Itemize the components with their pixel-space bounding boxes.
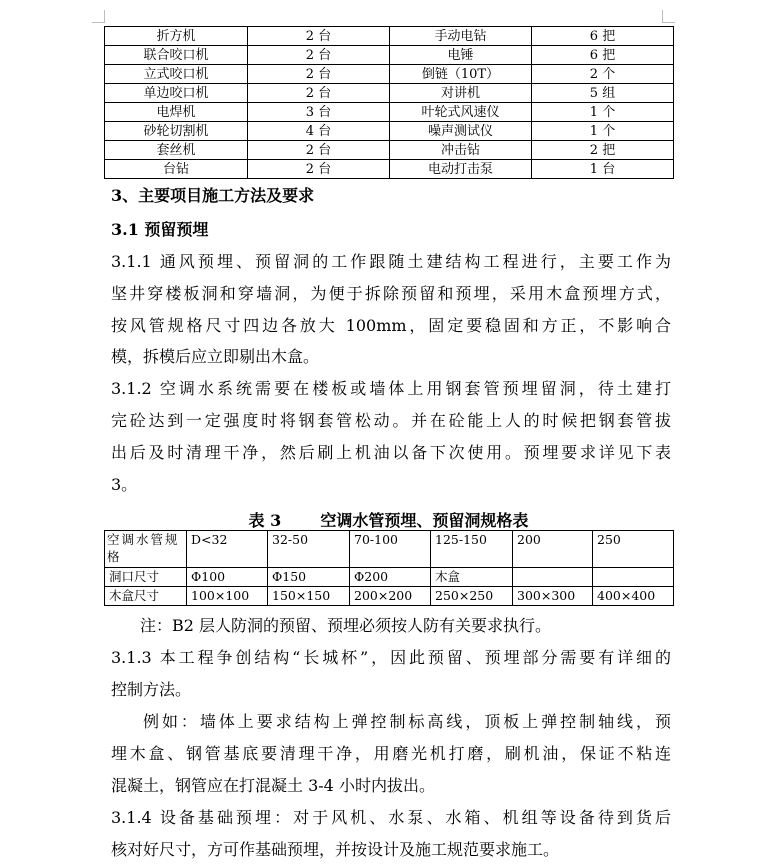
table-cell: 200 — [513, 531, 593, 568]
table-cell: 折方机 — [105, 27, 248, 46]
table-cell: 叶轮式风速仪 — [390, 103, 532, 122]
table-cell: 电锤 — [390, 46, 532, 65]
table-cell: 300×300 — [513, 587, 593, 606]
table-cell: 2 台 — [248, 65, 390, 84]
table-cell: 100×100 — [187, 587, 268, 606]
table-cell: 2 台 — [248, 141, 390, 160]
table-cell: 125-150 — [431, 531, 513, 568]
table-cell: 木盒 — [431, 568, 513, 587]
subsection-heading: 3.1 预留预埋 — [111, 220, 209, 239]
table-cell: 2 个 — [532, 65, 674, 84]
table-row — [105, 141, 674, 160]
table-row — [105, 568, 674, 587]
table-cell: 噪声测试仪 — [390, 122, 532, 141]
table-cell: 联合咬口机 — [105, 46, 248, 65]
table-caption-number: 表 3 — [248, 511, 282, 530]
table-cell: 250 — [593, 531, 674, 568]
table-caption-title: 空调水管预埋、预留洞规格表 — [320, 511, 529, 530]
paragraph-line: 完砼达到一定强度时将钢套管松动。并在砼能上人的时候把钢套管拔 — [111, 411, 671, 430]
table-cell: 单边咬口机 — [105, 84, 248, 103]
spec-table — [104, 530, 674, 606]
table-cell — [593, 568, 674, 587]
paragraph-line: 埋木盒、钢管基底要清理干净，用磨光机打磨，刷机油，保证不粘连 — [111, 744, 671, 763]
equipment-table — [104, 26, 674, 179]
note-text: 注：B2 层人防洞的预留、预埋必须按人防有关要求执行。 — [140, 616, 552, 635]
paragraph-line: 出后及时清理干净，然后刷上机油以备下次使用。预埋要求详见下表 — [111, 443, 671, 462]
paragraph-line: 3.1.2 空调水系统需要在楼板或墙体上用钢套管预埋留洞，待土建打 — [111, 379, 671, 398]
table-cell: 2 台 — [248, 46, 390, 65]
paragraph-line: 3.1.4 设备基础预埋：对于风机、水泵、水箱、机组等设备待到货后 — [111, 808, 671, 827]
table-cell: 1 个 — [532, 122, 674, 141]
table-cell: 4 台 — [248, 122, 390, 141]
paragraph-line: 例如：墙体上要求结构上弹控制标高线，顶板上弹控制轴线，预 — [143, 712, 671, 731]
paragraph-line: 3.1.3 本工程争创结构“长城杯”，因此预留、预埋部分需要有详细的 — [111, 648, 671, 667]
table-row — [105, 587, 674, 606]
paragraph-line: 3。 — [111, 475, 138, 494]
table-cell: 6 把 — [532, 46, 674, 65]
paragraph-line: 控制方法。 — [111, 680, 192, 699]
paragraph-line: 3.1.1 通风预埋、预留洞的工作跟随土建结构工程进行，主要工作为 — [111, 252, 671, 271]
table-cell: 电焊机 — [105, 103, 248, 122]
table-cell: 对讲机 — [390, 84, 532, 103]
table-cell: 200×200 — [350, 587, 431, 606]
table-cell: 手动电钻 — [390, 27, 532, 46]
table-cell: 5 组 — [532, 84, 674, 103]
table-row — [105, 122, 674, 141]
paragraph-line: 按风管规格尺寸四边各放大 100mm，固定要稳固和方正，不影响合 — [111, 316, 671, 335]
table-cell: 70-100 — [350, 531, 431, 568]
table-row — [105, 531, 674, 568]
paragraph-line: 混凝土，钢管应在打混凝土 3-4 小时内拔出。 — [111, 776, 435, 795]
table-cell: 洞口尺寸 — [105, 568, 187, 587]
table-cell: Φ150 — [268, 568, 350, 587]
table-cell: 400×400 — [593, 587, 674, 606]
paragraph-line: 核对好尺寸，方可作基础预埋，并按设计及施工规范要求施工。 — [111, 840, 560, 859]
table-cell: 台钻 — [105, 160, 248, 179]
table-cell — [513, 568, 593, 587]
table-cell: 木盒尺寸 — [105, 587, 187, 606]
table-cell: 1 台 — [532, 160, 674, 179]
table-cell: 2 台 — [248, 160, 390, 179]
table-cell: 2 台 — [248, 27, 390, 46]
page-corner-mark — [662, 10, 675, 23]
table-row — [105, 65, 674, 84]
table-cell: 空调水管规格 — [105, 531, 187, 568]
table-cell: 2 把 — [532, 141, 674, 160]
table-cell: 150×150 — [268, 587, 350, 606]
table-cell: 冲击钻 — [390, 141, 532, 160]
table-cell: 2 台 — [248, 84, 390, 103]
table-row — [105, 84, 674, 103]
table-cell: 6 把 — [532, 27, 674, 46]
table-caption — [104, 508, 673, 531]
table-cell: 32-50 — [268, 531, 350, 568]
table-cell: 套丝机 — [105, 141, 248, 160]
table-cell: Φ100 — [187, 568, 268, 587]
table-row — [105, 46, 674, 65]
table-cell: 砂轮切割机 — [105, 122, 248, 141]
table-cell: 立式咬口机 — [105, 65, 248, 84]
table-row — [105, 160, 674, 179]
paragraph-line: 模，拆模后应立即剔出木盒。 — [111, 347, 320, 366]
table-cell: Φ200 — [350, 568, 431, 587]
section-heading: 3、主要项目施工方法及要求 — [111, 186, 315, 205]
table-cell: 1 个 — [532, 103, 674, 122]
table-row — [105, 27, 674, 46]
page-corner-mark — [92, 10, 105, 23]
table-cell: 3 台 — [248, 103, 390, 122]
table-cell: 250×250 — [431, 587, 513, 606]
table-cell: 倒链（10T） — [390, 65, 532, 84]
paragraph-line: 坚井穿楼板洞和穿墙洞，为便于拆除预留和预埋，采用木盒预埋方式， — [111, 284, 671, 303]
table-cell: 电动打击泵 — [390, 160, 532, 179]
table-cell: D<32 — [187, 531, 268, 568]
table-row — [105, 103, 674, 122]
